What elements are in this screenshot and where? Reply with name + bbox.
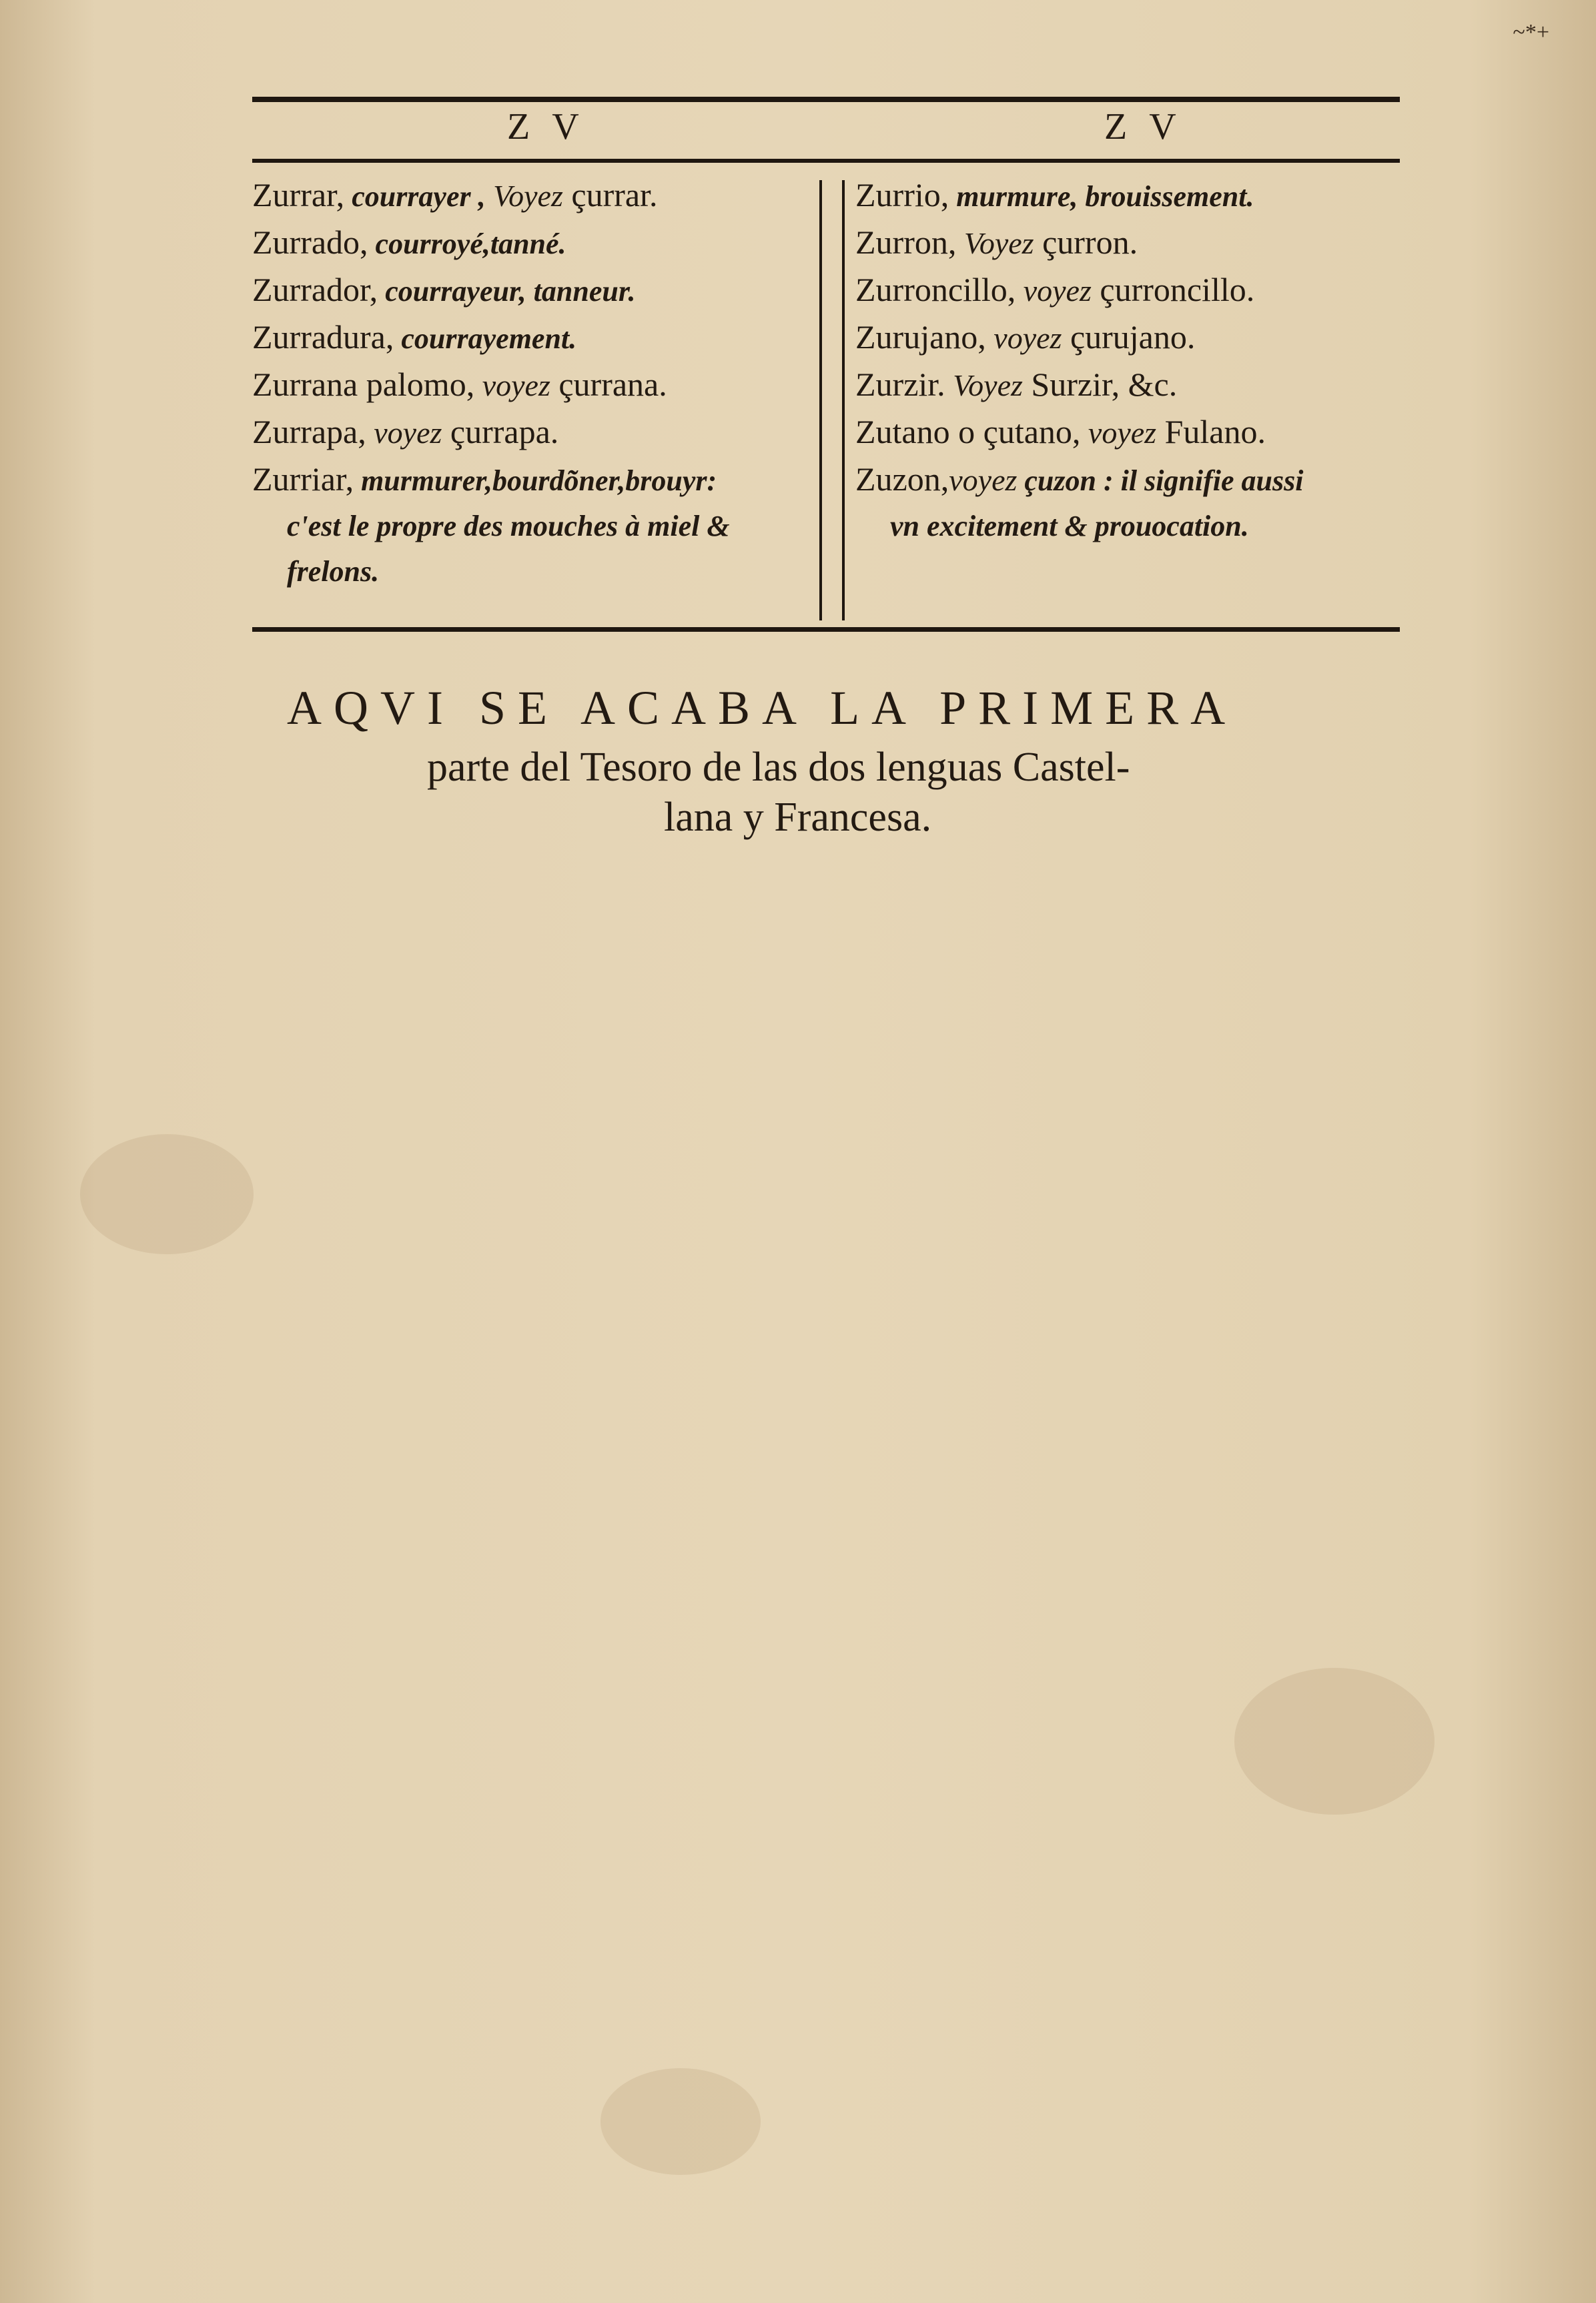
entry-continuation: vn excitement & prouocation. xyxy=(890,510,1249,542)
header-rule xyxy=(252,159,1400,163)
running-head-left: Z V xyxy=(507,106,586,147)
column-divider xyxy=(819,180,822,620)
dictionary-entry: Zurroncillo, voyez çurroncillo. xyxy=(855,271,1255,308)
dictionary-entry: Zurrar, courrayer , Voyez çurrar. xyxy=(252,176,658,213)
dictionary-entry: Zurzir. Voyez Surzir, &c. xyxy=(855,366,1178,403)
dictionary-entry: Zurujano, voyez çurujano. xyxy=(855,318,1196,356)
colophon-title: AQVI SE ACABA LA PRIMERA xyxy=(287,681,1238,735)
dictionary-entry: Zurrapa, voyez çurrapa. xyxy=(252,413,559,450)
paper-stain xyxy=(601,2068,761,2175)
dictionary-entry: Zurrado, courroyé,tanné. xyxy=(252,223,566,261)
top-rule xyxy=(252,97,1400,102)
right-column xyxy=(855,172,1443,549)
dictionary-entry: Zurriar, murmurer,bourdõner,brouyr: xyxy=(252,460,717,498)
dictionary-entry: Zurrana palomo, voyez çurrana. xyxy=(252,366,667,403)
column-divider xyxy=(842,180,845,620)
dictionary-entry: Zurradura, courrayement. xyxy=(252,318,577,356)
section-rule xyxy=(252,627,1400,632)
dictionary-entry: Zurron, Voyez çurron. xyxy=(855,223,1138,261)
entry-continuation: c'est le propre des mouches à miel & xyxy=(287,510,730,542)
dictionary-entry: Zurrador, courrayeur, tanneur. xyxy=(252,271,636,308)
left-column xyxy=(252,172,826,594)
colophon-line: lana y Francesa. xyxy=(664,795,932,840)
corner-mark: ~*+ xyxy=(1513,20,1549,45)
dictionary-entry: Zutano o çutano, voyez Fulano. xyxy=(855,413,1266,450)
dictionary-entry: Zurrio, murmure, brouissement. xyxy=(855,176,1254,213)
running-head-right: Z V xyxy=(1104,106,1183,147)
dictionary-entry: Zuzon,voyez çuzon : il signifie aussi xyxy=(855,460,1304,498)
entry-continuation: frelons. xyxy=(287,555,380,588)
show-through-text xyxy=(227,874,1394,2075)
colophon-line: parte del Tesoro de las dos lenguas Castel- xyxy=(427,745,1130,790)
